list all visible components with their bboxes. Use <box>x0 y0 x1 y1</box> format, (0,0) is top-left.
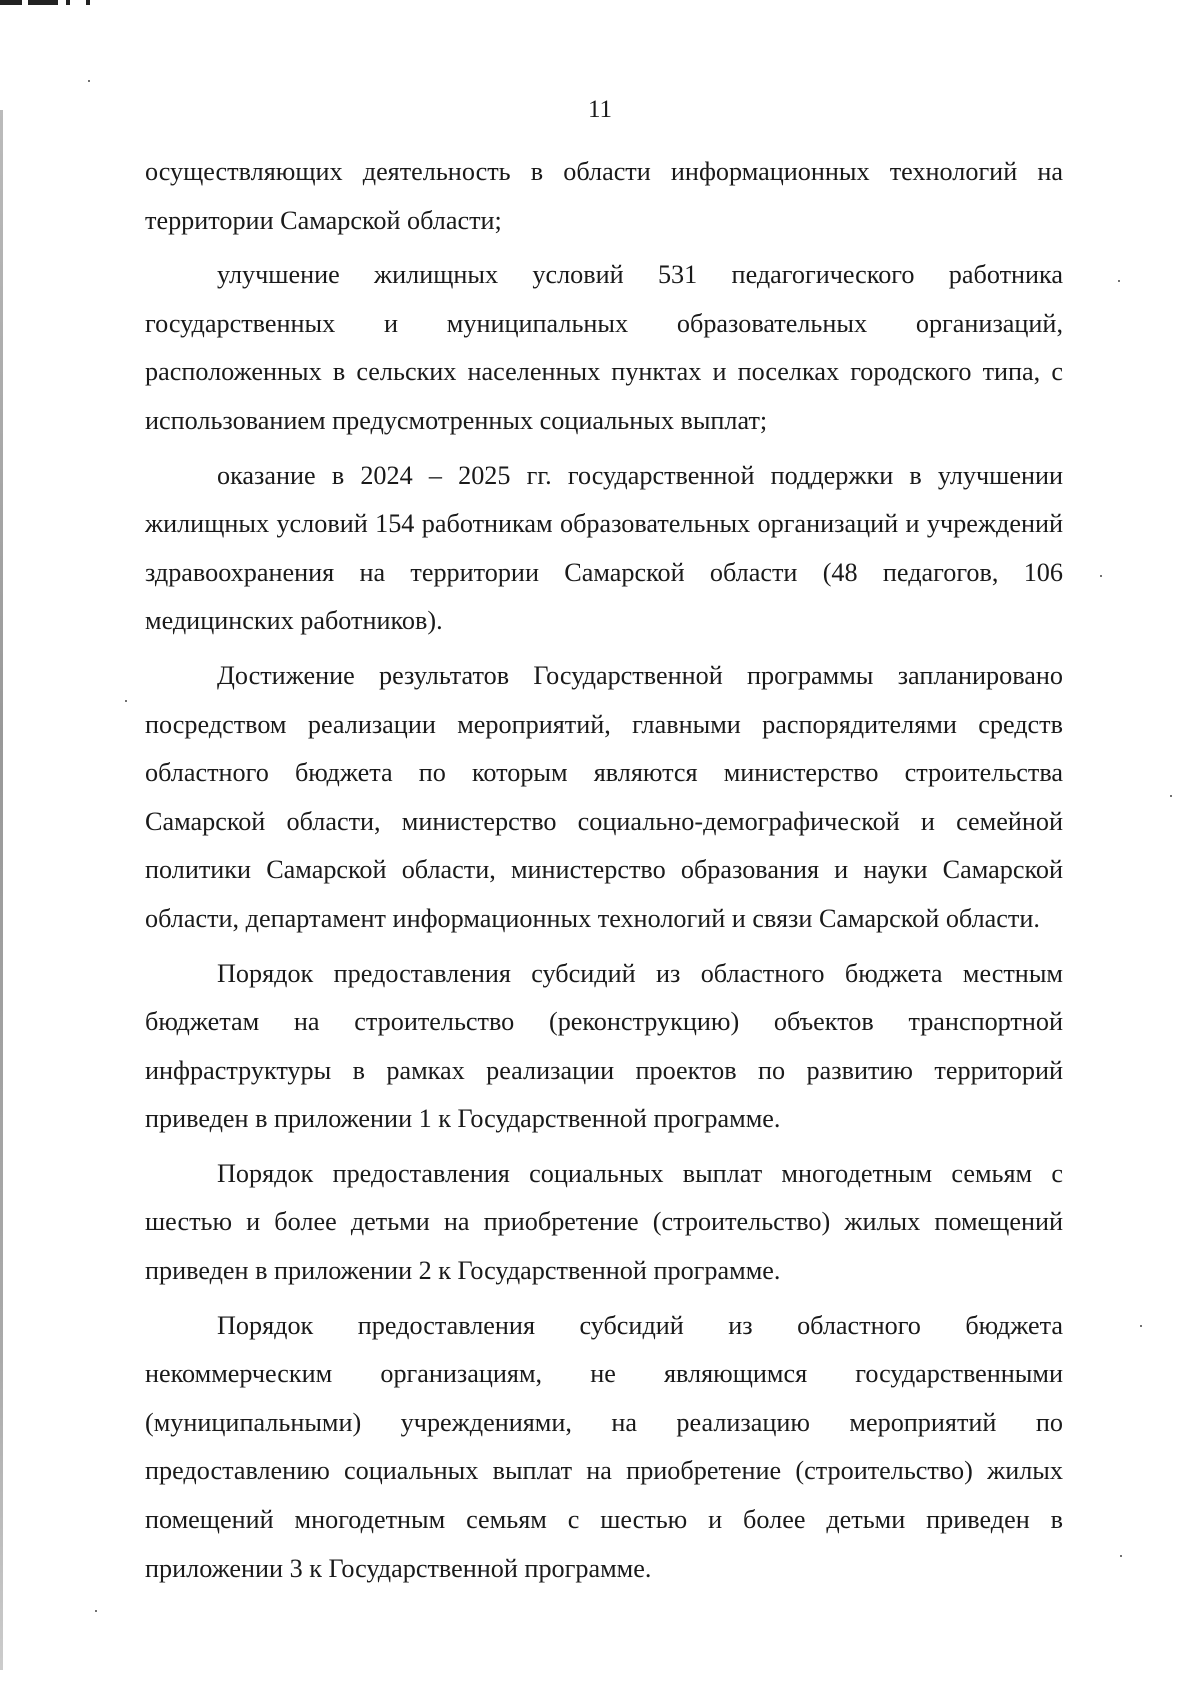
paragraph-7: Порядок предоставления субсидий из областного бюджета некоммерческим организациям, не являющимся государственными (муниципальными) учреждениями, на реализацию мероприятий по предоставлению социальных выплат на приобретение (строительство) жилых помещений многодетным семьям с шестью и более детьми приведен в приложении 3 к Государственной программе. <box>145 1310 1063 1583</box>
paragraph-5: Порядок предоставления субсидий из областного бюджета местным бюджетам на строительство (реконструкцию) объектов транспортной инфраструктуры в рамках реализации проектов по развитию территорий приведен в приложении 1 к Государственной программе. <box>145 958 1063 1134</box>
paragraph-6: Порядок предоставления социальных выплат многодетным семьям с шестью и более детьми на приобретение (строительство) жилых помещений приведен в приложении 2 к Государственной программе. <box>145 1158 1063 1286</box>
scan-speck <box>125 700 127 702</box>
scan-speck <box>88 80 90 82</box>
scan-artifact-left-edge <box>0 110 3 1670</box>
paragraph-3: оказание в 2024 – 2025 гг. государственной поддержки в улучшении жилищных условий 154 работникам образовательных организаций и учреждений здравоохранения на территории Самарской области (48 педагогов, 106 медицинских работников). <box>145 460 1063 636</box>
page-number: 11 <box>587 96 613 123</box>
paragraph-1: осуществляющих деятельность в области информационных технологий на территории Самарской области; <box>145 157 1063 235</box>
paragraph-4: Достижение результатов Государственной программы запланировано посредством реализации мероприятий, главными распорядителями средств областного бюджета по которым являются министерство строительства Самарской области, министерство социально-демографической и семейной политики Самарской области, министерство образования и науки Самарской области, департамент информационных технологий и связи Самарской области. <box>145 660 1063 933</box>
scan-speck <box>1120 1555 1122 1557</box>
scan-artifact-top <box>0 0 95 6</box>
scan-speck <box>1170 795 1172 797</box>
document-body <box>145 148 1063 1593</box>
scan-speck <box>1140 1325 1142 1327</box>
scan-speck <box>95 1610 97 1612</box>
paragraph-2: улучшение жилищных условий 531 педагогического работника государственных и муниципальных образовательных организаций, расположенных в сельских населенных пунктах и поселках городского типа, с использованием предусмотренных социальных выплат; <box>145 260 1063 435</box>
scan-speck <box>1118 280 1120 282</box>
scan-speck <box>1100 575 1102 577</box>
